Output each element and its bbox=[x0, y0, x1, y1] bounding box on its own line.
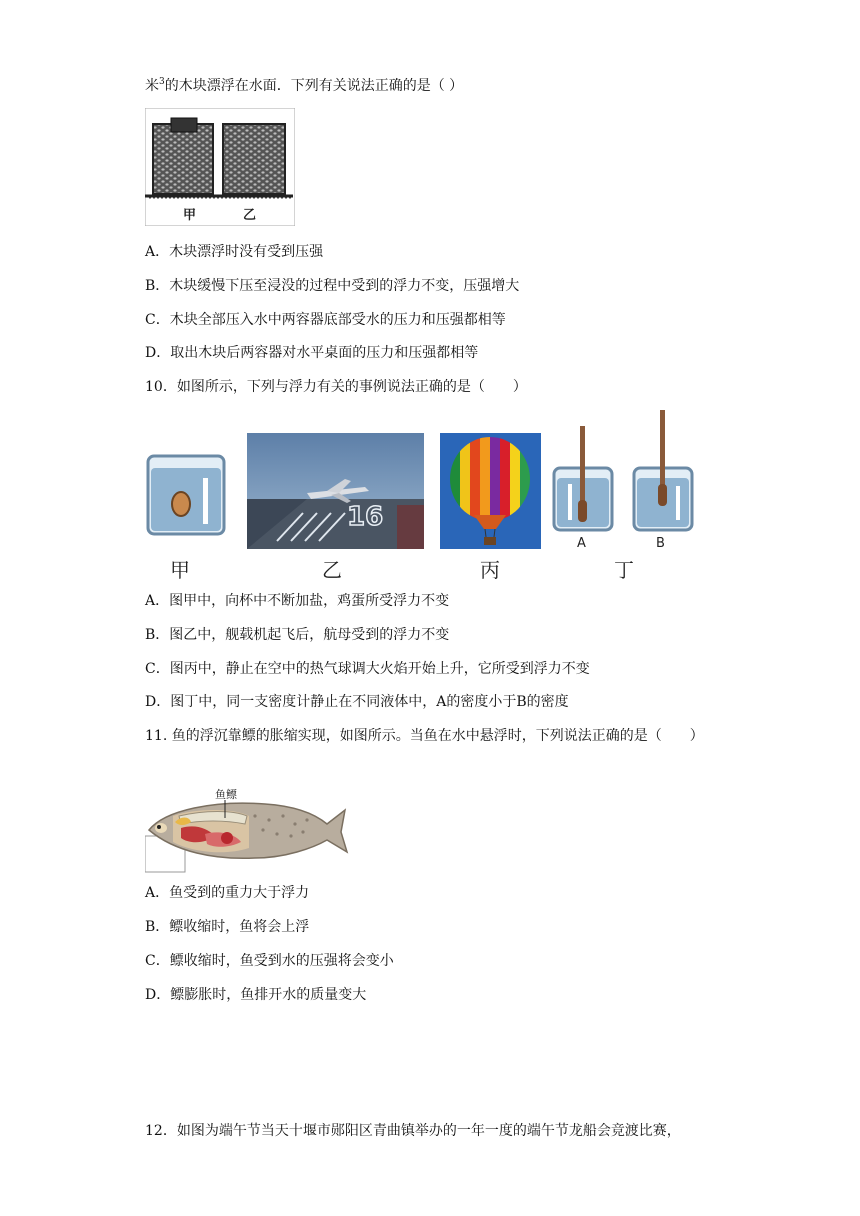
q11-option-d: D．鳔膨胀时，鱼排开水的质量变大 bbox=[145, 987, 367, 1003]
label-jia: 甲 bbox=[183, 208, 197, 223]
q10-figure-yi bbox=[247, 433, 424, 549]
q9-figure bbox=[145, 108, 295, 226]
fish-anatomy-diagram bbox=[145, 786, 350, 874]
hot-air-balloon-photo bbox=[440, 433, 541, 549]
q10-figure-bing bbox=[440, 433, 541, 549]
label-q10-jia: 甲 bbox=[170, 558, 190, 582]
q11-option-c: C．鳔收缩时，鱼受到水的压强将会变小 bbox=[145, 953, 394, 969]
label-q10-ding: 丁 bbox=[614, 558, 634, 582]
label-q10-bing: 丙 bbox=[480, 558, 500, 582]
q12-stem: 12．如图为端午节当天十堰市郧阳区青曲镇举办的一年一度的端午节龙船会竞渡比赛， bbox=[145, 1123, 681, 1139]
q10-figure-jia bbox=[145, 450, 227, 536]
hydrometers-diagram bbox=[550, 408, 700, 536]
q11-option-a: A．鱼受到的重力大于浮力 bbox=[145, 885, 310, 901]
q11-stem: 11. 鱼的浮沉靠鳔的胀缩实现，如图所示。当鱼在水中悬浮时，下列说法正确的是（ ） bbox=[145, 728, 704, 744]
beaker-egg-diagram bbox=[145, 450, 227, 536]
q9-option-c: C．木块全部压入水中两容器底部受水的压力和压强都相等 bbox=[145, 312, 506, 328]
label-yi: 乙 bbox=[243, 208, 257, 223]
q11-option-b: B．鳔收缩时，鱼将会上浮 bbox=[145, 919, 310, 935]
q10-stem: 10．如图所示，下列与浮力有关的事例说法正确的是（ ） bbox=[145, 379, 527, 395]
label-q10-yi: 乙 bbox=[322, 558, 342, 582]
label-swim-bladder: 鱼鳔 bbox=[215, 788, 237, 801]
carrier-jet-photo bbox=[247, 433, 424, 549]
q10-option-d: D．图丁中，同一支密度计静止在不同液体中，A的密度小于B的密度 bbox=[145, 694, 569, 710]
q10-option-b: B．图乙中，舰载机起飞后，航母受到的浮力不变 bbox=[145, 627, 450, 643]
q10-option-a: A．图甲中，向杯中不断加盐，鸡蛋所受浮力不变 bbox=[145, 593, 450, 609]
q9-stem: 米$^3$的木块漂浮在水面．下列有关说法正确的是（ ） bbox=[145, 77, 464, 94]
q9-option-a: A．木块漂浮时没有受到压强 bbox=[145, 244, 324, 260]
label-hydrometer-b: B bbox=[656, 536, 665, 551]
q11-figure bbox=[145, 786, 350, 874]
containers-diagram bbox=[145, 108, 295, 226]
label-hydrometer-a: A bbox=[577, 536, 586, 551]
q9-option-d: D．取出木块后两容器对水平桌面的压力和压强都相等 bbox=[145, 345, 479, 361]
q10-option-c: C．图丙中，静止在空中的热气球调大火焰开始上升，它所受到浮力不变 bbox=[145, 661, 590, 677]
q9-option-b: B．木块缓慢下压至浸没的过程中受到的浮力不变，压强增大 bbox=[145, 278, 520, 294]
q10-figure-ding bbox=[550, 408, 700, 554]
carrier-number: 16 bbox=[347, 502, 384, 532]
